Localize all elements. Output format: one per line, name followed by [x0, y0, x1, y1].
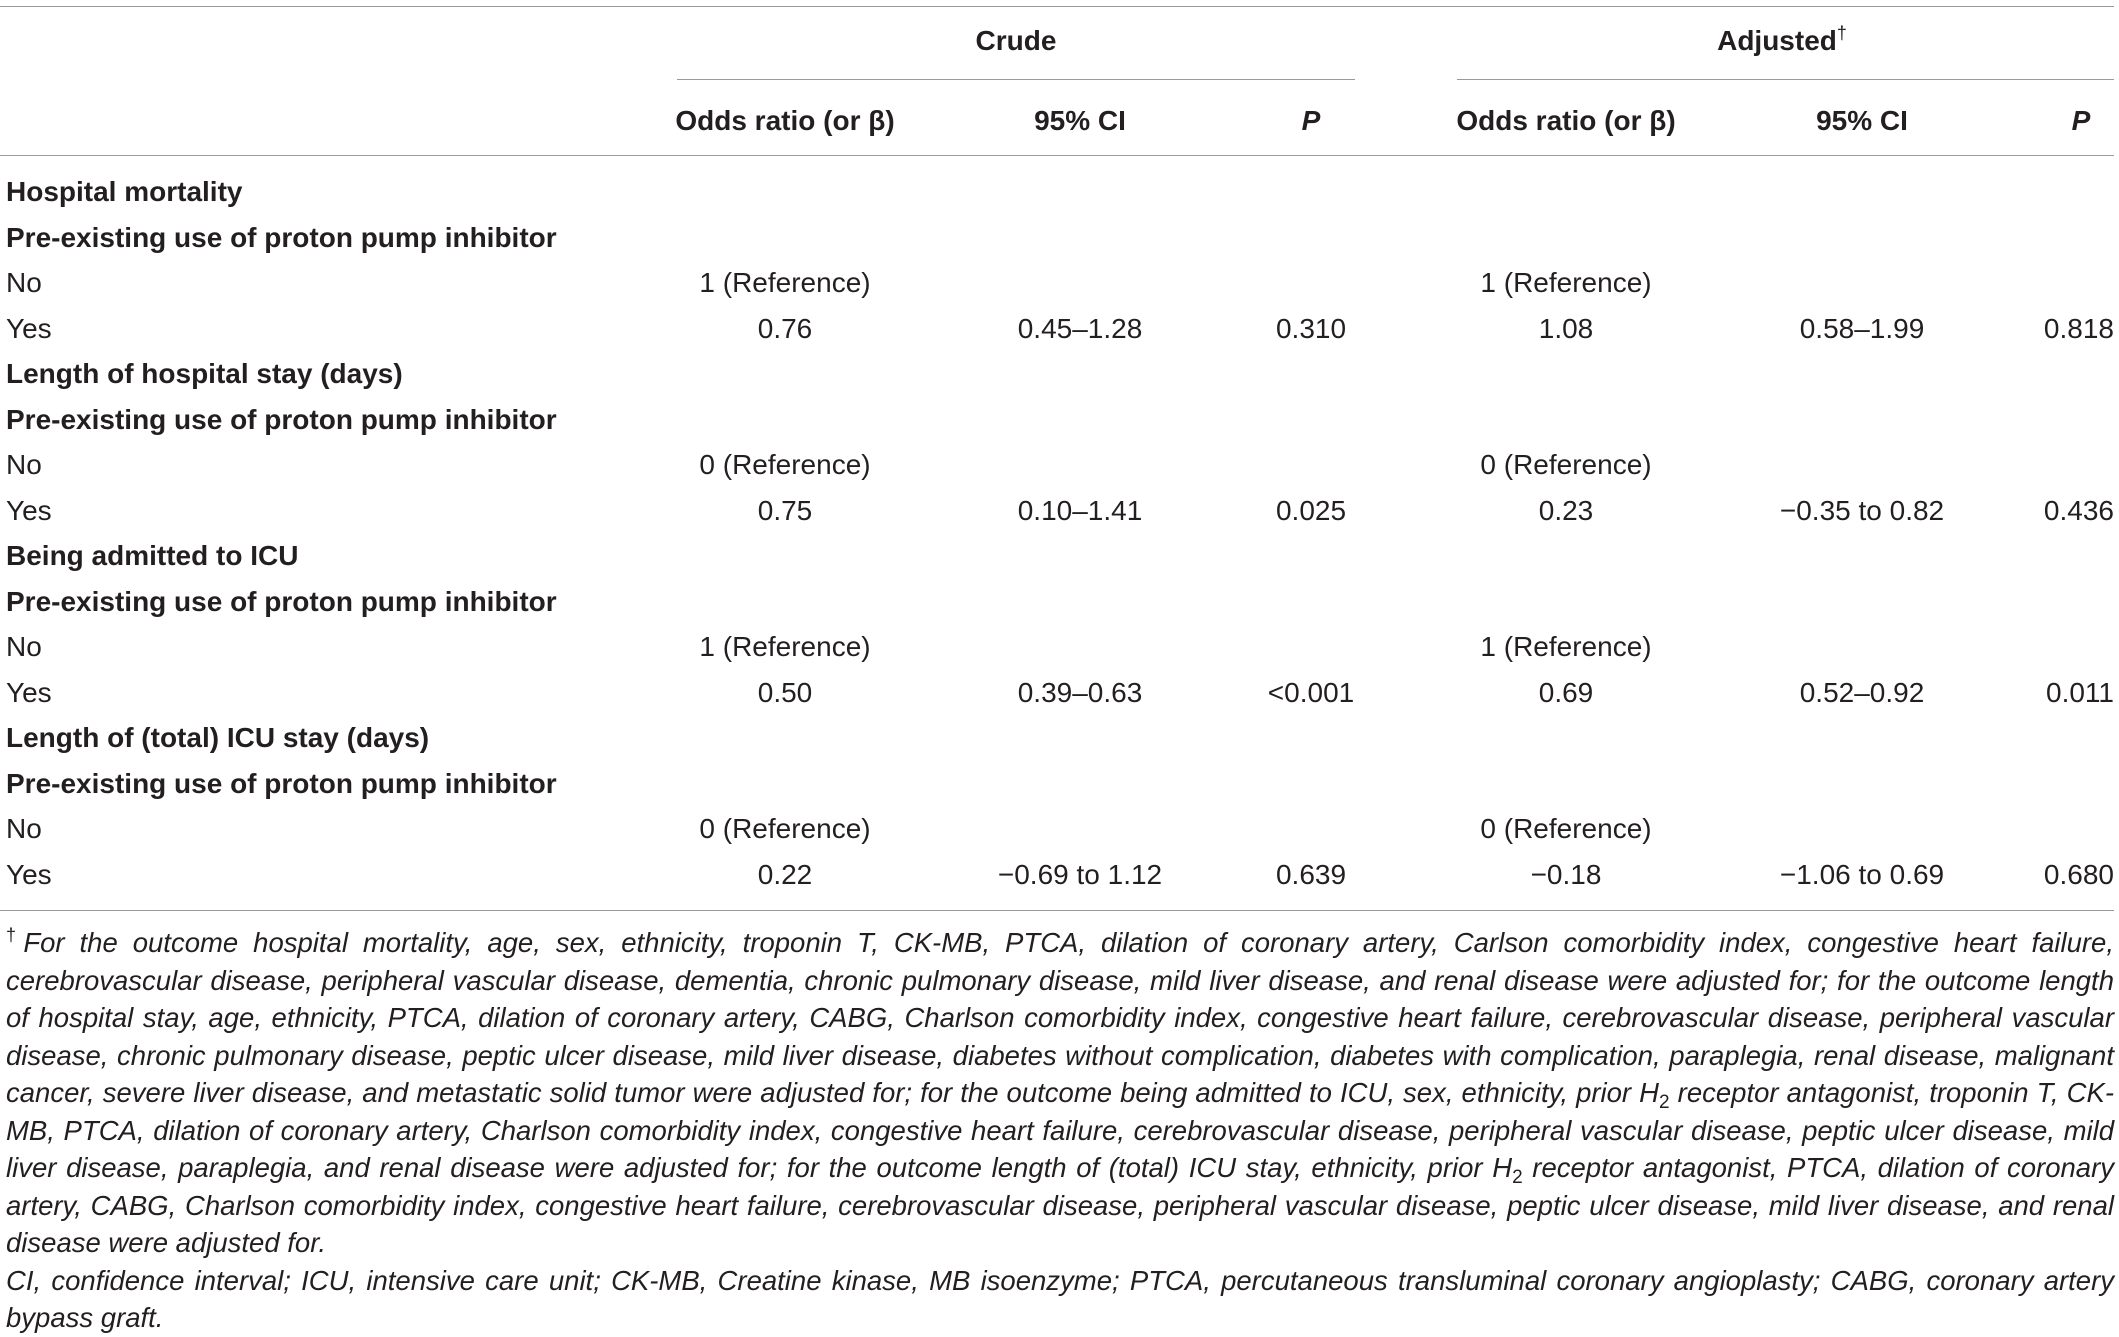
footnote-dagger: † — [6, 925, 24, 945]
cell-odds-ratio-adjusted: 0 (Reference) — [1480, 449, 1652, 480]
row-label: Yes — [6, 312, 52, 344]
cell-ci-crude: 0.45–1.28 — [1017, 312, 1143, 344]
cell-odds-ratio-adjusted: 0.23 — [1538, 494, 1594, 526]
crude-span-rule — [677, 79, 1355, 80]
cell-odds-ratio-adjusted: 0 (Reference) — [1480, 813, 1652, 844]
cell-odds-ratio-crude: 0.22 — [757, 858, 813, 890]
dagger-mark: † — [1836, 23, 1847, 43]
cell-p-adjusted: 0.436 — [2043, 494, 2114, 526]
cell-p-crude: <0.001 — [1267, 676, 1355, 708]
cell-p-adjusted: 0.818 — [2043, 312, 2114, 344]
cell-odds-ratio-crude: 0.75 — [757, 494, 813, 526]
header-bottom-rule — [0, 155, 2114, 156]
cell-p-adjusted: 0.680 — [2043, 858, 2114, 890]
cell-odds-ratio-adjusted: 1 (Reference) — [1480, 631, 1652, 662]
cell-odds-ratio-crude: 0 (Reference) — [699, 813, 871, 844]
cell-odds-ratio-crude: 1 (Reference) — [699, 267, 871, 298]
row-group-label: Pre-existing use of proton pump inhibitor — [6, 585, 557, 617]
row-group-label: Length of (total) ICU stay (days) — [6, 722, 430, 753]
cell-p-crude: 0.310 — [1275, 312, 1347, 344]
header-adjusted: Adjusted† — [1717, 23, 1847, 56]
row-label: No — [6, 267, 42, 298]
header-crude: Crude — [975, 25, 1057, 56]
row-group-label: Pre-existing use of proton pump inhibitor — [6, 403, 557, 435]
row-group-label: Pre-existing use of proton pump inhibitor — [6, 221, 557, 253]
cell-ci-adjusted: 0.52–0.92 — [1799, 676, 1925, 708]
cell-odds-ratio-crude: 1 (Reference) — [699, 631, 871, 662]
col-header-p-crude: P — [1301, 105, 1321, 136]
cell-ci-adjusted: −1.06 to 0.69 — [1779, 858, 1945, 890]
row-label: No — [6, 631, 42, 662]
row-label: Yes — [6, 494, 52, 526]
row-label: No — [6, 449, 42, 480]
cell-ci-adjusted: −0.35 to 0.82 — [1779, 494, 1945, 526]
row-label: Yes — [6, 676, 52, 708]
table-top-rule — [0, 6, 2114, 7]
row-group-label: Pre-existing use of proton pump inhibitor — [6, 767, 557, 799]
footnote-adjustment: †For the outcome hospital mortality, age, sex, ethnicity, troponin T, CK-MB, PTCA, dilation of coronary artery, Carlson comorbidity index, congestive heart failure, cerebrovascular disease, peripheral vascular disease, dementia, chronic pulmonary disease, mild liver disease, and renal disease were adjusted for; for the outcome length of hospital stay, age, ethnicity, PTCA, dilation of coronary artery, CABG, Charlson comorbidity index, congestive heart failure, cerebrovascular disease, peripheral vascular disease, chronic pulmonary disease, peptic ulcer disease, mild liver disease, diabetes without complication, diabetes with complication, paraplegia, renal disease, malignant cancer, severe liver disease, and metastatic solid tumor were adjusted for; for the outcome being admitted to ICU, sex, ethnicity, prior $H_2$ receptor antagonist, troponin T, CK-MB, PTCA, dilation of coronary artery, Charlson comorbidity index, congestive heart failure, cerebrovascular disease, peripheral vascular disease, peptic ulcer disease, mild liver disease, paraplegia, and renal disease were adjusted for; for the outcome length of (total) ICU stay, ethnicity, prior $H_2$ receptor antagonist, PTCA, dilation of coronary artery, CABG, Charlson comorbidity index, congestive heart failure, cerebrovascular disease, peripheral vascular disease, peptic ulcer disease, mild liver disease, and renal disease were adjusted for. — [6, 925, 2115, 1258]
cell-odds-ratio-adjusted: 0.69 — [1538, 676, 1594, 708]
cell-odds-ratio-crude: 0.50 — [757, 676, 813, 708]
cell-ci-crude: 0.10–1.41 — [1017, 494, 1143, 526]
col-header-p-adjusted: P — [2071, 105, 2091, 136]
cell-odds-ratio-adjusted: 1 (Reference) — [1480, 267, 1652, 298]
col-header-odds-ratio-crude: Odds ratio (or β) — [675, 105, 895, 136]
cell-p-adjusted: 0.011 — [2046, 676, 2114, 708]
cell-odds-ratio-adjusted: −0.18 — [1530, 858, 1602, 890]
col-header-ci-crude: 95% CI — [1034, 105, 1126, 136]
footnote-abbreviations: CI, confidence interval; ICU, intensive care unit; CK-MB, Creatine kinase, MB isoenzyme; PTCA, percutaneous transluminal coronary angioplasty; CABG, coronary artery bypass graft. — [6, 1264, 2114, 1333]
cell-odds-ratio-adjusted: 1.08 — [1538, 312, 1594, 344]
col-header-odds-ratio-adjusted: Odds ratio (or β) — [1456, 105, 1676, 136]
table-footnotes — [6, 924, 2114, 1337]
col-header-ci-adjusted: 95% CI — [1816, 105, 1908, 136]
cell-ci-crude: −0.69 to 1.12 — [997, 858, 1163, 890]
row-group-label: Length of hospital stay (days) — [6, 358, 403, 389]
row-label: Yes — [6, 858, 52, 890]
cell-ci-adjusted: 0.58–1.99 — [1799, 312, 1925, 344]
row-group-label: Being admitted to ICU — [6, 540, 299, 571]
cell-odds-ratio-crude: 0.76 — [757, 312, 813, 344]
cell-odds-ratio-crude: 0 (Reference) — [699, 449, 871, 480]
row-label: No — [6, 813, 42, 844]
cell-p-crude: 0.639 — [1275, 858, 1347, 890]
cell-ci-crude: 0.39–0.63 — [1017, 676, 1143, 708]
cell-p-crude: 0.025 — [1275, 494, 1347, 526]
row-group-label: Hospital mortality — [6, 176, 243, 207]
adjusted-span-rule — [1457, 79, 2114, 80]
table-bottom-rule — [0, 910, 2114, 911]
